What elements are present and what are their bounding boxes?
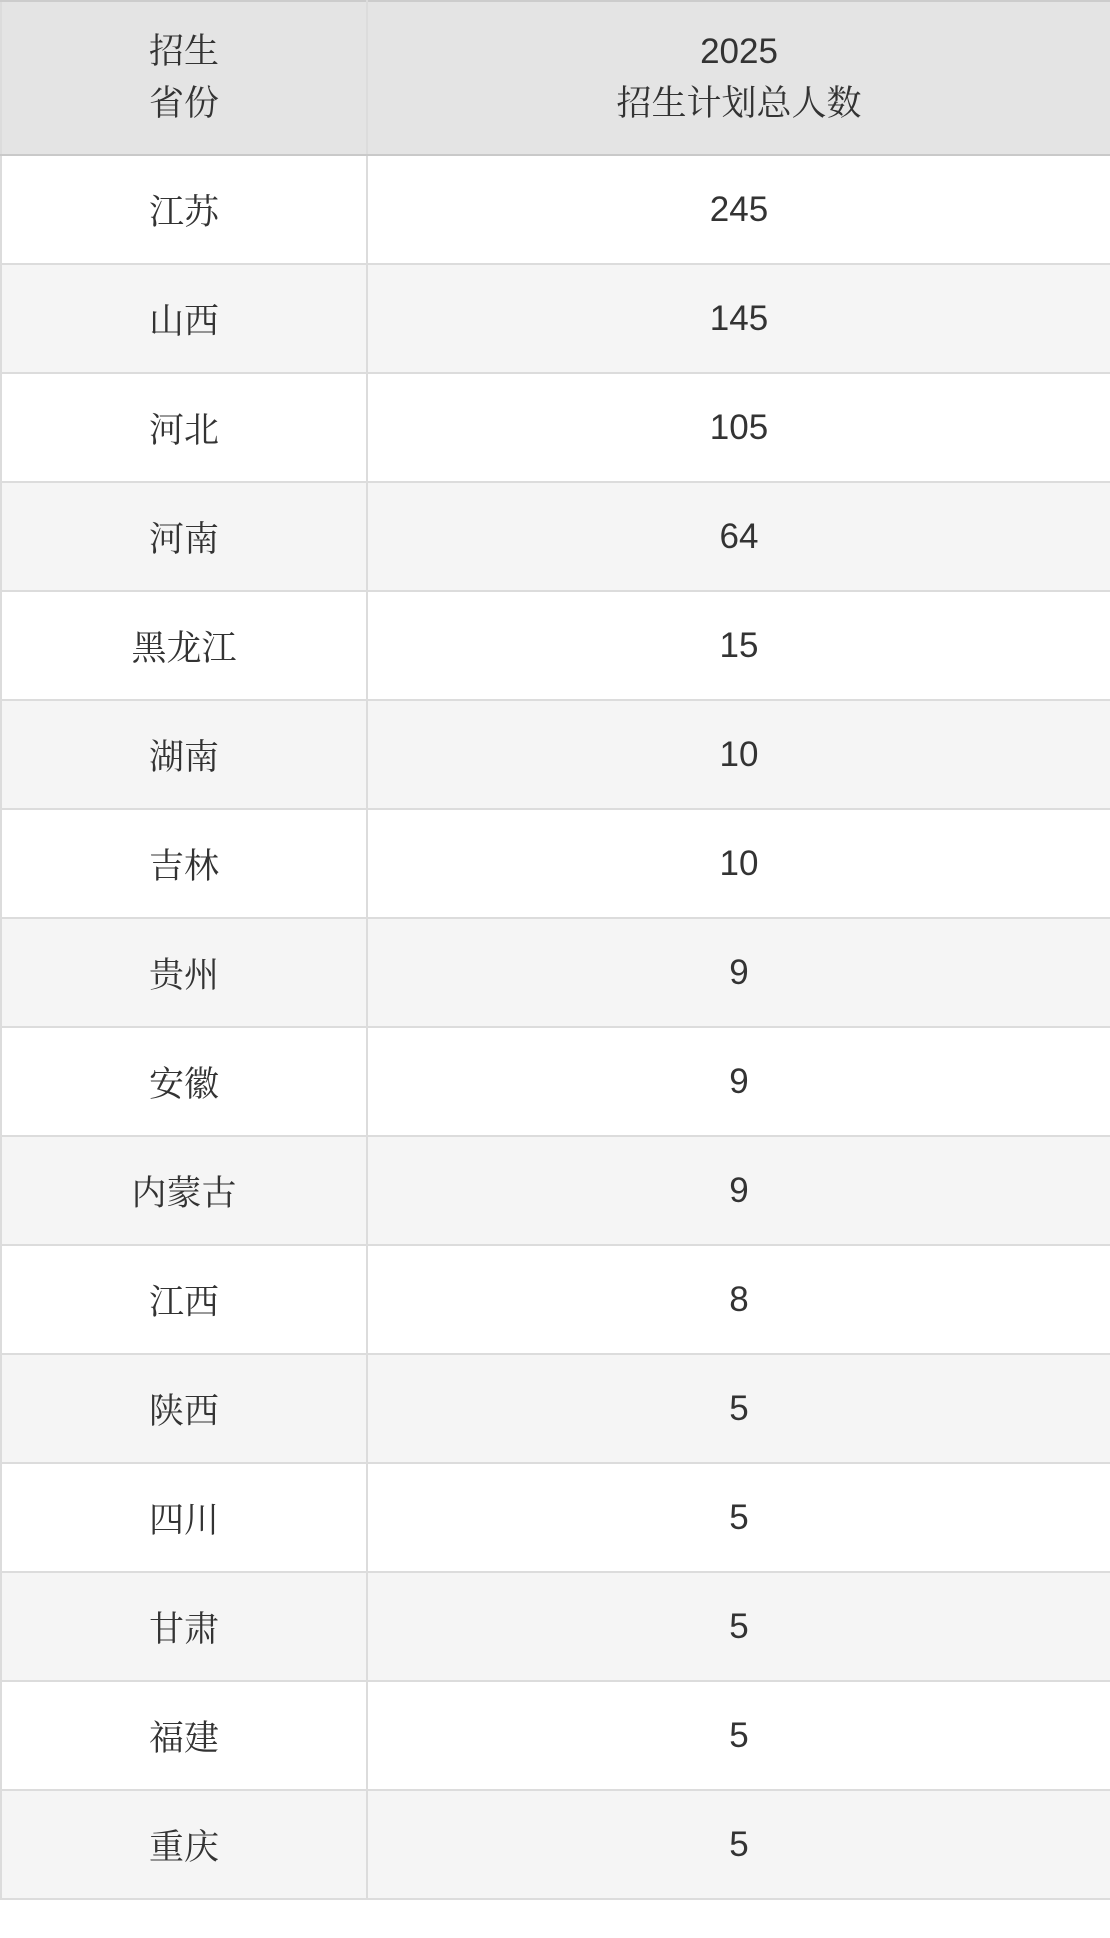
province-cell: 湖南 (1, 700, 367, 809)
table-row (1, 1136, 1110, 1245)
table-row (1, 591, 1110, 700)
total-cell: 5 (367, 1681, 1110, 1790)
total-cell: 145 (367, 264, 1110, 373)
province-cell: 黑龙江 (1, 591, 367, 700)
total-cell: 245 (367, 155, 1110, 264)
province-cell: 甘肃 (1, 1572, 367, 1681)
province-cell: 山西 (1, 264, 367, 373)
table-row (1, 918, 1110, 1027)
province-cell: 内蒙古 (1, 1136, 367, 1245)
header-cell-province (1, 1, 367, 155)
total-cell: 5 (367, 1572, 1110, 1681)
table-row (1, 809, 1110, 918)
table-row (1, 373, 1110, 482)
table-row (1, 1245, 1110, 1354)
table-row (1, 155, 1110, 264)
province-cell: 江西 (1, 1245, 367, 1354)
province-cell: 福建 (1, 1681, 367, 1790)
total-cell: 5 (367, 1354, 1110, 1463)
province-cell: 河南 (1, 482, 367, 591)
table-row (1, 1681, 1110, 1790)
province-cell: 江苏 (1, 155, 367, 264)
total-cell: 10 (367, 700, 1110, 809)
total-cell: 10 (367, 809, 1110, 918)
header-province-line1: 招生 (148, 32, 219, 71)
total-cell: 64 (367, 482, 1110, 591)
province-cell: 河北 (1, 373, 367, 482)
header-total-line2: 招生计划总人数 (616, 84, 862, 123)
header-cell-total (367, 1, 1110, 155)
table-row (1, 1354, 1110, 1463)
table-row (1, 1790, 1110, 1899)
table-header (1, 1, 1110, 155)
province-cell: 重庆 (1, 1790, 367, 1899)
table-row (1, 1027, 1110, 1136)
table-body (1, 155, 1110, 1899)
total-cell: 15 (367, 591, 1110, 700)
province-cell: 吉林 (1, 809, 367, 918)
total-cell: 8 (367, 1245, 1110, 1354)
header-province-line2: 省份 (148, 84, 219, 123)
header-total-line1: 2025 (700, 32, 778, 71)
table-row (1, 1463, 1110, 1572)
total-cell: 5 (367, 1463, 1110, 1572)
header-row (1, 1, 1110, 155)
province-cell: 四川 (1, 1463, 367, 1572)
province-cell: 陕西 (1, 1354, 367, 1463)
province-cell: 安徽 (1, 1027, 367, 1136)
table-row (1, 264, 1110, 373)
total-cell: 9 (367, 1136, 1110, 1245)
table-row (1, 1572, 1110, 1681)
province-cell: 贵州 (1, 918, 367, 1027)
total-cell: 5 (367, 1790, 1110, 1899)
table-row (1, 482, 1110, 591)
total-cell: 9 (367, 1027, 1110, 1136)
total-cell: 9 (367, 918, 1110, 1027)
table-row (1, 700, 1110, 809)
total-cell: 105 (367, 373, 1110, 482)
